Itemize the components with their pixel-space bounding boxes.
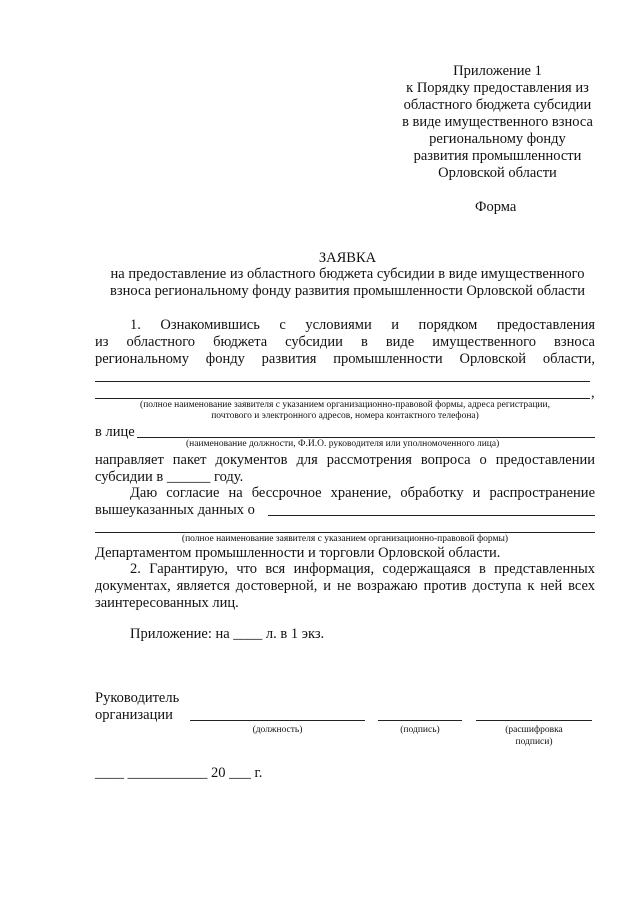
document-subtitle: на предоставление из областного бюджета субсидии в виде имущественного <box>110 266 585 282</box>
signature-caption: (подпись) <box>400 725 440 735</box>
paragraph-text: Даю согласие на бессрочное хранение, обработку и распространение <box>130 485 595 501</box>
name-decode-line <box>476 720 592 721</box>
paragraph-text: субсидии в ______ году. <box>95 469 244 485</box>
hint-text: (наименование должности, Ф.И.О. руководителя или уполномоченного лица) <box>186 439 500 449</box>
paragraph-text: заинтересованных лиц. <box>95 595 239 611</box>
document-subtitle: взноса региональному фонду развития промышленности Орловской области <box>110 283 585 299</box>
hint-text: (полное наименование заявителя с указанием организационно-правовой формы, адреса регистрации, <box>140 400 550 410</box>
header-line: областного бюджета субсидии <box>403 97 592 113</box>
header-line: к Порядку предоставления из <box>406 80 589 96</box>
paragraph-text: направляет пакет документов для рассмотрения вопроса о предоставлении <box>95 452 595 468</box>
signatory-title: организации <box>95 707 173 723</box>
paragraph-text: из областного бюджета субсидии в виде имущественного взноса <box>95 334 595 350</box>
in-person-label: в лице <box>95 424 135 440</box>
header-line: Орловской области <box>438 165 557 181</box>
paragraph-text: 2. Гарантирую, что вся информация, содержащаяся в представленных <box>130 561 595 577</box>
date-line: ____ ___________ 20 ___ г. <box>95 765 263 781</box>
paragraph-text: вышеуказанных данных о <box>95 502 255 518</box>
position-line <box>190 720 365 721</box>
header-line: региональному фонду <box>429 131 566 147</box>
signatory-title: Руководитель <box>95 690 180 706</box>
paragraph-text: 1. Ознакомившись с условиями и порядком предоставления <box>130 317 595 333</box>
applicant-name-line <box>268 515 595 516</box>
header-line: в виде имущественного взноса <box>402 114 593 130</box>
hint-text: (полное наименование заявителя с указанием организационно-правовой формы) <box>181 534 509 544</box>
position-caption: (должность) <box>252 725 303 735</box>
signature-line <box>378 720 462 721</box>
paragraph-text: региональному фонду развития промышленности Орловской области, <box>95 351 595 367</box>
header-appendix: Приложение 1 <box>453 63 542 79</box>
decode-caption: (расшифровка <box>505 725 563 735</box>
form-label: Форма <box>475 199 517 215</box>
comma: , <box>591 385 595 401</box>
hint-text: почтового и электронного адресов, номера контактного телефона) <box>211 411 479 421</box>
attachment-line: Приложение: на ____ л. в 1 экз. <box>130 626 325 642</box>
header-line: развития промышленности <box>413 148 582 164</box>
paragraph-text: документах, является достоверной, и не возражаю против доступа к ней всех <box>95 578 595 594</box>
decode-caption: подписи) <box>515 737 553 747</box>
applicant-name-line <box>95 381 590 382</box>
document-title: ЗАЯВКА <box>318 250 377 266</box>
paragraph-text: Департаментом промышленности и торговли Орловской области. <box>95 545 501 561</box>
